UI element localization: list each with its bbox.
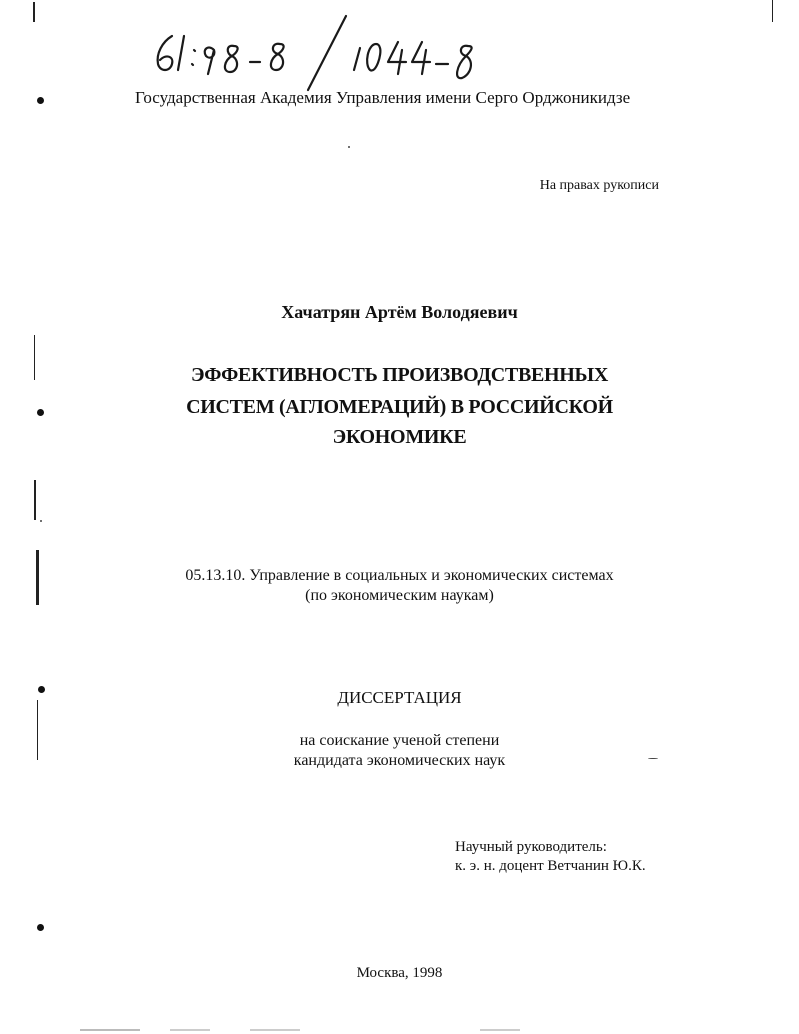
document-type: ДИССЕРТАЦИЯ — [337, 688, 462, 707]
specialty-line: (по экономическим наукам) — [305, 587, 494, 604]
margin-scan-line — [34, 335, 35, 380]
degree-line: кандидата экономических наук — [293, 752, 506, 769]
margin-scan-line — [33, 2, 35, 22]
degree-line: на соискание ученой степени — [299, 732, 500, 749]
margin-scan-line — [772, 0, 773, 22]
binding-hole-mark — [37, 409, 44, 416]
scan-speck — [40, 520, 42, 522]
scan-speck — [348, 146, 350, 148]
binding-hole-mark — [38, 686, 45, 693]
title-line: ЭФФЕКТИВНОСТЬ ПРОИЗВОДСТВЕННЫХ — [190, 364, 609, 386]
title-line: ЭКОНОМИКЕ — [332, 426, 467, 448]
binding-hole-mark — [37, 97, 44, 104]
author-name: Хачатрян Артём Володяевич — [281, 302, 518, 322]
institution-name: Государственная Академия Управления имени Серго Орджоникидзе — [135, 88, 631, 107]
scan-speck — [648, 758, 658, 759]
margin-scan-line — [36, 550, 39, 605]
margin-scan-line — [37, 700, 38, 760]
margin-scan-line — [34, 480, 36, 520]
handwritten-mark-graphic — [150, 14, 490, 94]
handwritten-archive-mark — [150, 14, 490, 94]
city-year: Москва, 1998 — [356, 965, 443, 981]
binding-hole-mark — [37, 924, 44, 931]
supervisor-line: к. э. н. доцент Ветчанин Ю.К. — [455, 858, 646, 874]
title-line: СИСТЕМ (АГЛОМЕРАЦИЙ) В РОССИЙСКОЙ — [186, 396, 613, 418]
specialty-line: 05.13.10. Управление в социальных и экономических системах — [185, 567, 614, 584]
bottom-scan-edge — [0, 1026, 799, 1034]
supervisor-line: Научный руководитель: — [455, 839, 607, 855]
rights-note: На правах рукописи — [539, 178, 659, 193]
